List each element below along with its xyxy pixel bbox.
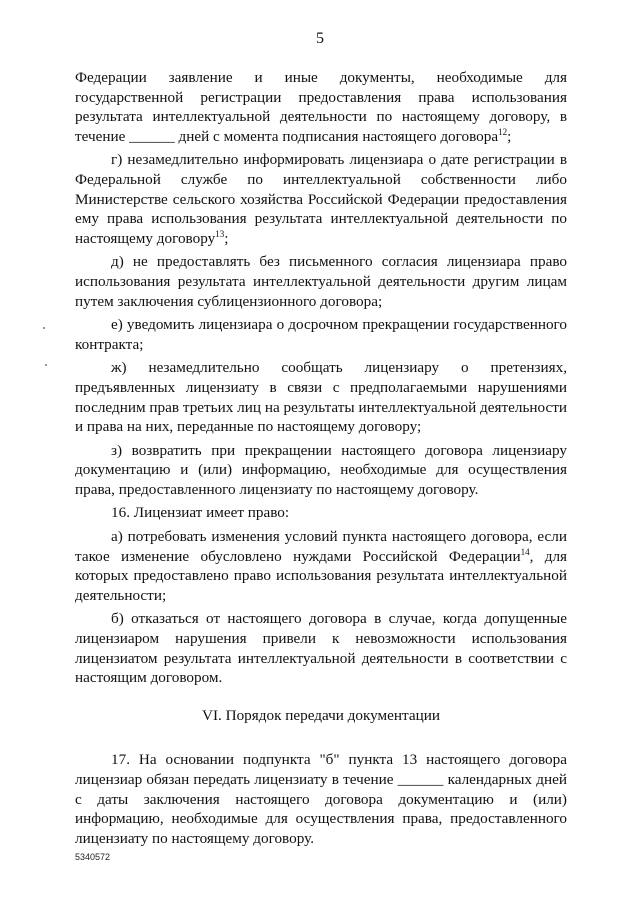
paragraph-item-d: д) не предоставлять без письменного согласия лицензиара право использования результата интеллектуальной деятельности другим лицам путем заключения сублицензионного договора; <box>75 253 567 310</box>
paragraph-item-g: г) незамедлительно информировать лицензиара о дате регистрации в Федеральной службе по интеллектуальной собственности либо Министерстве сельского хозяйства Российской Федерации предоставления ему права использования результата интеллектуальной деятельности по настоящему договору$^{13}$; <box>75 151 567 247</box>
section-heading: VI. Порядок передачи документации <box>202 706 440 724</box>
footer-code: 5340572 <box>75 852 111 862</box>
paragraph-continuation: Федерации заявление и иные документы, необходимые для государственной регистрации предоставления права использования результата интеллектуальной деятельности по настоящему договору, в течение ______ дней с момента подписания настоящего договора$^{12}$; <box>75 69 567 145</box>
paragraph-item-b: б) отказаться от настоящего договора в случае, когда допущенные лицензиаром нарушения привели к невозможности использования лицензиатом результата интеллектуальной деятельности в соответствии с настоящим договором. <box>75 610 567 687</box>
paragraph-item-zh: ж) незамедлительно сообщать лицензиару о претензиях, предъявленных лицензиату в связи с предполагаемыми нарушениями последним прав третьих лиц на результаты интеллектуальной деятельности и права на них, переданные по настоящему договору; <box>75 359 567 436</box>
paragraph-clause-17: 17. На основании подпункта "б" пункта 13 настоящего договора лицензиар обязан передать лицензиату в течение ______ календарных дней с даты заключения настоящего договора документацию и (или) информацию, необходимые для осуществления права, предоставленного лицензиату по настоящему договору. <box>75 751 567 847</box>
scan-speck <box>43 327 45 329</box>
page-number: 5 <box>316 30 324 47</box>
paragraph-clause-16: 16. Лицензиат имеет право: <box>111 504 290 522</box>
document-body <box>75 68 567 852</box>
paragraph-item-z: з) возвратить при прекращении настоящего договора лицензиару документацию и (или) информацию, необходимые для осуществления права, предоставленного лицензиату по настоящему договору. <box>75 441 567 498</box>
paragraph-item-e: е) уведомить лицензиара о досрочном прекращении государственного контракта; <box>75 316 567 353</box>
scan-speck <box>45 364 47 366</box>
paragraph-item-a: а) потребовать изменения условий пункта настоящего договора, если такое изменение обусловлено нуждами Российской Федерации$^{14}$, для которых предоставлено право использования результата интеллектуальной деятельности; <box>75 528 568 604</box>
